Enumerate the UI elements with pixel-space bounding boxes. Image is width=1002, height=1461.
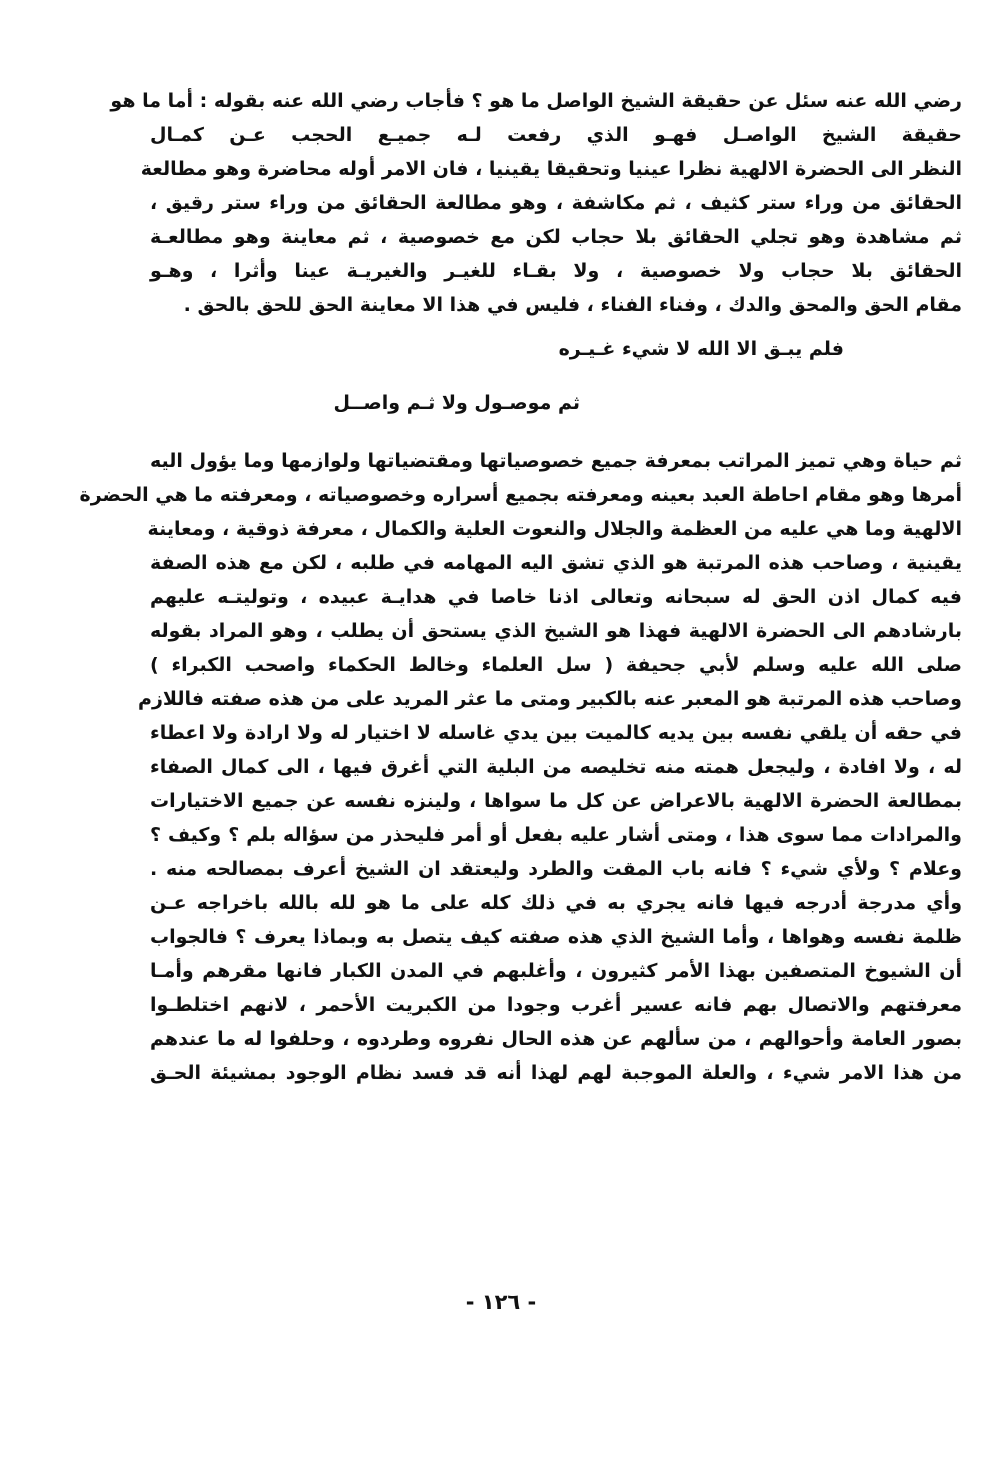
verse-line-2: ثم موصـول ولا ثـم واصــل <box>333 392 580 414</box>
text-line: معرفتهم والاتصال بهم فانه عسير أغرب وجودا من الكبريت الأحمر ، لانهم اختلطـوا <box>150 994 962 1016</box>
text-line: يقينية ، وصاحب هذه المرتبة هو الذي تشق اليه المهامه في طلبه ، لكن مع هذه الصفة <box>150 552 962 574</box>
text-line: وأي مدرجة أدرجه فيها فانه يجري به في ذلك كله على ما هو لله بالله باخراجه عـن <box>150 892 962 914</box>
text-line: من هذا الامر شيء ، والعلة الموجبة لهم لهذا أنه قد فسد نظام الوجود بمشيئة الحـق <box>150 1062 962 1084</box>
text-line: ظلمة نفسه وهواها ، وأما الشيخ الذي هذه صفته كيف يتصل به وبماذا يعرف ؟ فالجواب <box>150 926 962 948</box>
text-line: النظر الى الحضرة الالهية نظرا عينيا وتحقيقا يقينيا ، فان الامر أوله محاضرة وهو مطالعة <box>140 158 962 180</box>
text-line: بمطالعة الحضرة الالهية بالاعراض عن كل ما سواها ، ولينزه نفسه عن جميع الاختيارات <box>150 790 962 812</box>
text-line: أن الشيوخ المتصفين بهذا الأمر كثيرون ، وأغلبهم في المدن الكبار فانها مقرهم وأمـا <box>150 960 962 982</box>
text-line: رضي الله عنه سئل عن حقيقة الشيخ الواصل ما هو ؟ فأجاب رضي الله عنه بقوله : أما ما هو <box>110 90 962 112</box>
text-line: حقيقة الشيخ الواصـل فهـو الذي رفعت لـه جميـع الحجب عـن كمـال <box>150 124 962 146</box>
text-line: وعلام ؟ ولأي شيء ؟ فانه باب المقت والطرد وليعتقد ان الشيخ أعرف بمصالحه منه . <box>150 858 962 880</box>
text-line: له ، ولا افادة ، وليجعل همته منه تخليصه من البلية التي أغرق فيها ، الى كمال الصفاء <box>150 756 962 778</box>
text-line: في حقه أن يلقي نفسه بين يديه كالميت بين يدي غاسله لا اختيار له ولا ارادة ولا اعطاء <box>150 722 962 744</box>
text-line: بصور العامة وأحوالهم ، من سألهم عن هذه الحال نفروه وطردوه ، وحلفوا له ما عندهم <box>150 1028 962 1050</box>
text-line: بارشادهم الى الحضرة الالهية فهذا هو الشيخ الذي يستحق أن يطلب ، وهو المراد بقوله <box>150 620 962 642</box>
text-line: مقام الحق والمحق والدك ، وفناء الفناء ، فليس في هذا الا معاينة الحق للحق بالحق . <box>183 294 962 316</box>
text-line: فيه كمال اذن الحق له سبحانه وتعالى اذنا خاصا في هدايـة عبيده ، وتوليتـه عليهم <box>150 586 962 608</box>
text-line: الالهية وما هي عليه من العظمة والجلال والنعوت العلية والكمال ، معرفة ذوقية ، ومعاينة <box>147 518 962 540</box>
text-line: الحقائق من وراء ستر كثيف ، ثم مكاشفة ، وهو مطالعة الحقائق من وراء ستر رقيق ، <box>150 192 962 214</box>
paragraph-1 <box>110 84 962 322</box>
paragraph-2 <box>79 444 962 1090</box>
page-number: - ١٢٦ - <box>465 1290 537 1314</box>
text-line: ثم حياة وهي تميز المراتب بمعرفة جميع خصوصياتها ومقتضياتها ولوازمها وما يؤول اليه <box>150 450 962 472</box>
text-line: الحقائق بلا حجاب ولا خصوصية ، ولا بقـاء للغيـر والغيريـة عينا وأثرا ، وهـو <box>150 260 962 282</box>
text-line: أمرها وهو مقام احاطة العبد بعينه ومعرفته بجميع أسراره وخصوصياته ، ومعرفته ما هي الحضرة <box>79 484 962 506</box>
text-line: صلى الله عليه وسلم لأبي جحيفة ( سل العلماء وخالط الحكماء واصحب الكبراء ) <box>150 654 962 676</box>
verse-block <box>150 322 962 430</box>
verse-line-1: فلم يبـق الا الله لا شيء غـيـره <box>558 338 844 360</box>
page-body <box>79 84 962 1090</box>
text-line: ثم مشاهدة وهو تجلي الحقائق بلا حجاب لكن مع خصوصية ، ثم معاينة وهو مطالعـة <box>150 226 962 248</box>
text-line: وصاحب هذه المرتبة هو المعبر عنه بالكبير ومتى ما عثر المريد على من هذه صفته فاللازم <box>138 688 962 710</box>
text-line: والمرادات مما سوى هذا ، ومتى أشار عليه بفعل أو أمر فليحذر من سؤاله بلم ؟ وكيف ؟ <box>150 824 962 846</box>
